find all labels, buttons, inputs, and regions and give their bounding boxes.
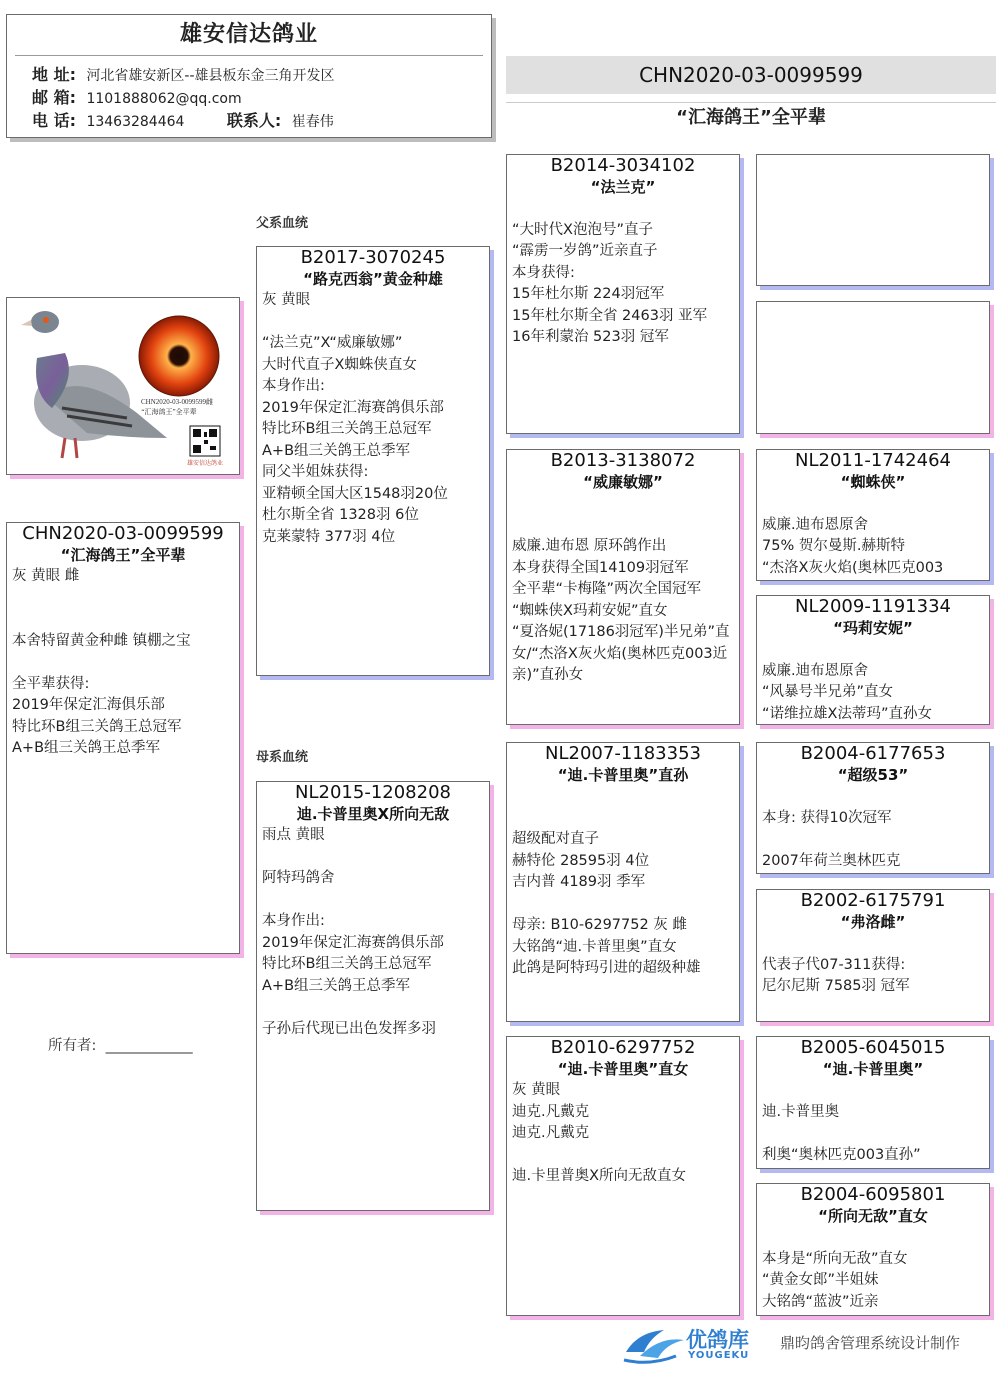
detail-line: 本身获得: [512,264,575,281]
contact-value: 崔春伟 [291,114,334,130]
address-value: 河北省雄安新区--雄县板东金三角开发区 [86,68,335,84]
detail-line: “黄金女郎”半姐妹 [762,1272,879,1288]
detail-line: “诺维拉雄X法蒂玛”直孙女 [762,705,932,722]
loft-name: 雄安信达鸽业 [179,22,318,47]
sire-dam-sire-card [756,449,990,581]
detail-line: 吉内普 4189羽 季军 [512,874,646,890]
detail-line: 灰 黄眼 [262,292,311,308]
detail-line: 2019年保定汇海赛鸽俱乐部 [262,934,444,951]
detail-line: A+B组三关鸽王总季军 [12,740,161,756]
email-value: 1101888062@qq.com [86,91,242,107]
detail-line: 子孙后代现已出色发挥多羽 [262,1020,436,1037]
sire-card [256,246,490,676]
sire-dam-card [506,449,740,725]
detail-line: 特比环B组三关鸽王总冠军 [262,421,432,437]
email-label: 邮 箱: [32,88,76,107]
subject-card [6,522,240,954]
subject-ring: CHN2020-03-0099599 [22,523,224,544]
detail-line: 特比环B组三关鸽王总冠军 [262,956,432,972]
subject-ring-banner: CHN2020-03-0099599 [506,56,996,94]
detail-line: 本身作出: [262,378,325,394]
dam-sire-name: “迪.卡普里奥”直孙 [557,766,689,784]
detail-line: 此鸽是阿特玛引进的超级种雄 [512,960,701,976]
sire-sire-card [506,154,740,434]
detail-line: 同父半姐妹获得: [262,464,369,480]
detail-line: 迪.卡里普奥X所向无敌直女 [512,1168,687,1184]
detail-line: 大铭鸽“蓝波”近亲 [762,1293,879,1310]
sire-dam-ring: B2013-3138072 [550,450,696,471]
detail-line: 15年杜尔斯全省 2463羽 亚军 [512,307,708,324]
dam-dam-dam-name: “所向无敌”直女 [818,1207,928,1225]
detail-line: 威廉.迪布恩 原环鸽作出 [512,538,667,554]
detail-line: 本身是“所向无敌”直女 [762,1250,908,1267]
phone-label: 电 话: [32,111,76,130]
empty-ancestor-card-2 [756,301,990,434]
address-row [7,64,491,87]
dam-dam-details [507,1080,739,1188]
dam-ring: NL2015-1208208 [295,782,451,803]
detail-line: 迪.卡普里奥 [762,1103,840,1120]
logo-text-cn: 优鸽库 [686,1328,749,1352]
dam-dam-sire-card [756,1036,990,1169]
detail-line: 本身作出: [262,913,325,929]
detail-line: 杜尔斯全省 1328羽 6位 [262,507,419,523]
pigeon-photo [6,297,240,475]
detail-line: 2019年保定汇海赛鸽俱乐部 [262,399,444,416]
detail-line: A+B组三关鸽王总季军 [262,442,411,459]
detail-line: 灰 黄眼 [512,1082,561,1098]
detail-line: 16年利蒙治 523羽 冠军 [512,329,669,345]
subject-title-banner: “汇海鸽王”全平辈 [506,102,996,133]
dam-dam-card [506,1036,740,1316]
dam-sire-details [507,786,739,980]
sire-dam-sire-ring: NL2011-1742464 [795,450,951,471]
detail-line: 迪克.凡戴克 [512,1125,590,1141]
detail-line: 本身获得全国14109羽冠军 [512,559,689,576]
phone-value: 13463284464 [86,114,185,130]
detail-line: 本身: 获得10次冠军 [762,809,892,826]
detail-line: “蜘蛛侠X玛莉安妮”直女 [512,602,668,619]
detail-line: “杰洛X灰火焰(奥林匹克003 [762,559,944,576]
credit-text: 鼎昀鸽舍管理系统设计制作 [780,1334,961,1352]
sire-sire-ring: B2014-3034102 [550,155,696,176]
email-row [7,87,491,110]
dam-dam-sire-details [757,1080,989,1166]
sire-line-label: 父系血统 [256,216,309,231]
sire-dam-details [507,493,739,687]
detail-line: 15年杜尔斯 224羽冠军 [512,286,665,302]
detail-line: 2019年保定汇海俱乐部 [12,697,165,713]
dam-sire-sire-name: “超级53” [837,766,909,784]
detail-line: 本舍特留黄金种雌 镇棚之宝 [12,632,191,649]
dam-dam-ring: B2010-6297752 [550,1037,696,1058]
dam-sire-sire-ring: B2004-6177653 [800,743,946,764]
sire-sire-name: “法兰克” [590,178,656,196]
sire-dam-dam-ring: NL2009-1191334 [795,596,951,617]
detail-line: 母亲: B10-6297752 灰 雌 [512,917,687,933]
sire-dam-sire-details [757,493,989,579]
detail-line: 代表子代07-311获得: [762,956,906,973]
detail-line: 阿特玛鸽舍 [262,870,335,886]
phone-row [7,110,491,133]
detail-line: 2007年荷兰奥林匹克 [762,852,901,869]
dam-sire-dam-details [757,933,989,998]
detail-line: 全平辈获得: [12,675,90,692]
detail-line: 大时代直子X蜘蛛侠直女 [262,356,417,373]
sire-ring: B2017-3070245 [300,247,446,268]
detail-line: 75% 贺尔曼斯.赫斯特 [762,538,905,554]
contact-label: 联系人: [226,111,282,130]
detail-line: “风暴号半兄弟”直女 [762,684,894,700]
sire-dam-dam-details [757,639,989,725]
dam-sire-dam-ring: B2002-6175791 [800,890,946,911]
detail-line: “法兰克”X“威廉敏娜” [262,335,403,351]
detail-line: 赫特伦 28595羽 4位 [512,852,650,869]
dam-line-label: 母系血统 [256,750,309,765]
detail-line: 大铭鸽“迪.卡普里奥”直女 [512,938,677,955]
detail-line: 威廉.迪布恩原舍 [762,662,869,679]
dam-sire-sire-card [756,742,990,874]
dam-sire-sire-details [757,786,989,872]
dam-dam-sire-ring: B2005-6045015 [800,1037,946,1058]
logo-text-en: YOUGEKU [688,1350,750,1361]
sire-dam-sire-name: “蜘蛛侠” [840,473,906,491]
detail-line: A+B组三关鸽王总季军 [262,977,411,994]
sire-sire-details [507,198,739,349]
pigeon-illustration [7,298,239,474]
subject-details [7,566,239,760]
dam-card [256,781,490,1211]
owner-field: 所有者: ____________ [48,1038,193,1054]
photo-caption-ring: CHN2020-03-0099599雌 [141,398,213,406]
dam-sire-dam-card [756,889,990,1022]
dam-details [257,825,489,1040]
sire-dam-name: “威廉敏娜” [583,473,663,491]
detail-line: “大时代X泡泡号”直子 [512,221,653,238]
subject-name: “汇海鸽王”全平辈 [60,546,186,564]
detail-line: 雨点 黄眼 [262,827,325,843]
detail-line: 威廉.迪布恩原舍 [762,516,869,533]
dam-dam-dam-ring: B2004-6095801 [800,1184,946,1205]
dam-sire-ring: NL2007-1183353 [545,743,701,764]
detail-line: 灰 黄眼 雌 [12,568,80,584]
dam-dam-dam-card [756,1183,990,1316]
yougeku-logo-icon [620,1322,690,1366]
detail-line: “霹雳一岁鸽”近亲直子 [512,243,658,259]
address-label: 地 址: [32,65,76,84]
empty-ancestor-card-1 [756,154,990,286]
photo-brand: 雄安信达鸽业 [186,460,224,467]
dam-dam-sire-name: “迪.卡普里奥” [822,1060,924,1078]
detail-line: 迪克.凡戴克 [512,1103,590,1120]
sire-dam-dam-card [756,595,990,725]
dam-name: 迪.卡普里奥X所向无敌 [296,805,450,823]
sire-name: “路克西翁”黄金种雄 [303,270,443,288]
dam-dam-name: “迪.卡普里奥”直女 [557,1060,689,1078]
footer [620,1322,990,1368]
detail-line: 全平辈“卡梅隆”两次全国冠军 [512,581,702,597]
photo-caption-name: “汇海鸽王”全平辈 [141,408,197,416]
detail-line: 尼尔尼斯 7585羽 冠军 [762,978,910,994]
detail-line: 超级配对直子 [512,831,599,847]
detail-line: “夏洛妮(17186羽冠军)半兄弟”直女/“杰洛X灰火焰(奥林匹克003近亲)”直孙女 [512,624,730,683]
detail-line: 利奥“奥林匹克003直孙” [762,1146,921,1163]
dam-sire-card [506,742,740,1022]
header-card [6,14,492,138]
detail-line: 特比环B组三关鸽王总冠军 [12,718,182,735]
detail-line: 亚精顿全国大区1548羽20位 [262,485,448,502]
sire-details [257,290,489,548]
dam-sire-dam-name: “弗洛雌” [840,913,906,931]
sire-dam-dam-name: “玛莉安妮” [833,619,913,637]
dam-dam-dam-details [757,1227,989,1313]
detail-line: 克莱蒙特 377羽 4位 [262,528,396,545]
